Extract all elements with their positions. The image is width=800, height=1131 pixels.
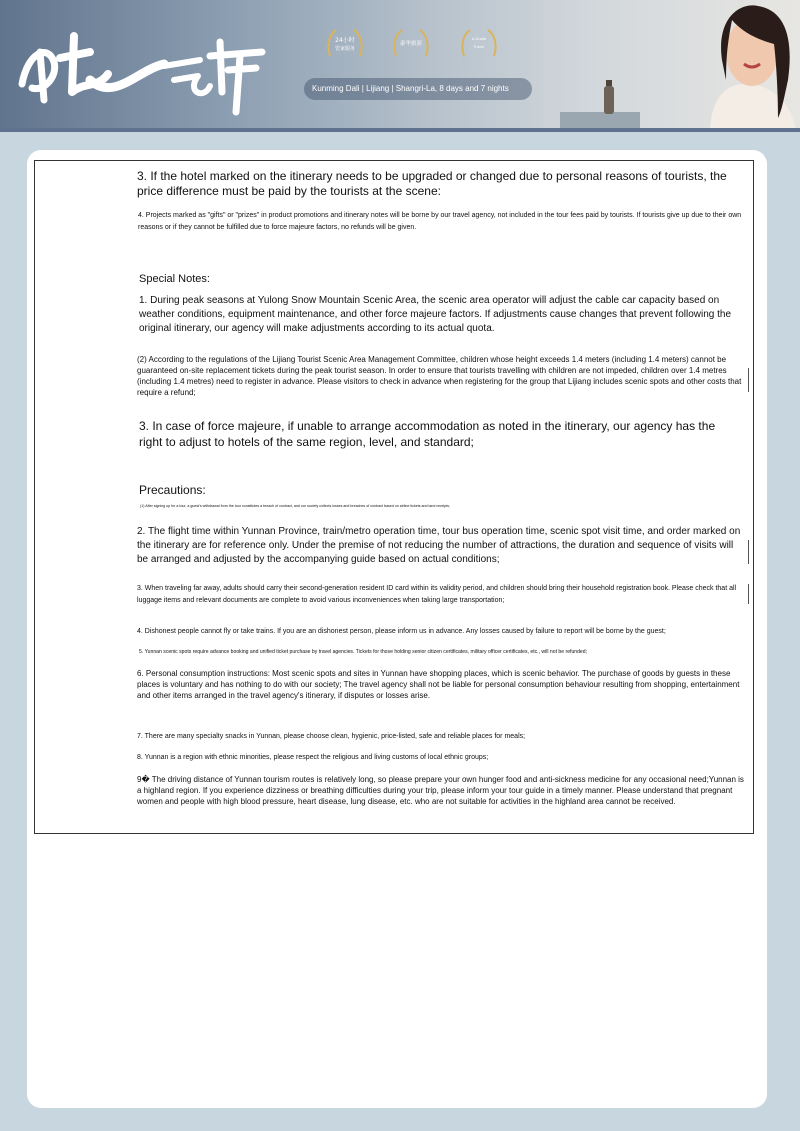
banner-caption: Kunming Dali | Lijiang | Shangri-La, 8 days and 7 nights bbox=[304, 78, 532, 100]
svg-text:24小时: 24小时 bbox=[335, 37, 355, 44]
boat-deck-image bbox=[560, 72, 640, 130]
column-bar bbox=[748, 368, 749, 392]
precaution-9: 9� The driving distance of Yunnan tourism routes is relatively long, so please prepare your own hunger food and anti-sickness medicine for any occasional need;Yunnan is a highland region. If you experience dizziness or breathing difficulties during your trip, please inform your tour guide in a timely manner. Please understand that pregnant women and people with high blood pressure, heart disease, lung disease, etc. who are not suitable for activities in the highland area cannot be received. bbox=[137, 775, 744, 806]
special-note-2: (2) According to the regulations of the Lijiang Tourist Scenic Area Management Committee, children whose height exceeds 1.4 meters (including 1.4 meters) cannot be guaranteed on-site replacement tickets during the peak tourist season. In order to ensure that tourists travelling with children are not impeded, children over 1.4 metres (including 1.4 metres) need to register in advance. Please visitors to check in advance when registering for the group that Lijiang includes scenic spots and other costs that require a refund; bbox=[137, 355, 742, 397]
column-bar bbox=[748, 540, 749, 564]
column-bar bbox=[748, 584, 749, 604]
precaution-6: 6. Personal consumption instructions: Most scenic spots and sites in Yunnan have shopping places, which is scenic behavior. The purchase of goods by guests in these places is voluntary and has nothing to do with our society; The travel agency shall not be liable for personal consumption behaviour resulting from shopping, entertainment and other items arranged in the travel agency's itinerary, if disputes or losses arise. bbox=[137, 669, 740, 700]
banner-divider bbox=[0, 128, 800, 132]
special-note-3: 3. In case of force majeure, if unable to arrange accommodation as noted in the itinerary, our agency has the right to adjust to hotels of the same region, level, and standard; bbox=[139, 419, 716, 449]
precaution-2: 2. The flight time within Yunnan Province, train/metro operation time, tour bus operation time, scenic spot visit time, and order marked on the itinerary are for reference only. Under the premise of not reducing the number of attractions, the duration and sequence of visits will be arranged and adjusted by the accompanying guide based on actual conditions; bbox=[137, 526, 741, 565]
precaution-1: (1) After signing up for a tour, a guest's withdrawal from the tour constitutes a breach of contract, and our society collects losses and breaches of contract based on airline tickets and land receipts; bbox=[140, 504, 450, 508]
gifts-note: 4. Projects marked as "gifts" or "prizes" in product promotions and itinerary notes will be borne by our travel agency, not included in the tour fees paid by tourists. If tourists give up due to their own reasons or if they cannot be fulfilled due to force majeure factors, no refunds will be given. bbox=[138, 212, 742, 231]
header-banner bbox=[0, 0, 800, 130]
svg-text:A-Grade: A-Grade bbox=[471, 37, 487, 41]
precaution-4: 4. Dishonest people cannot fly or take trains. If you are an dishonest person, please inform us in advance. Any losses caused by failure to report will be borne by the guest; bbox=[137, 628, 666, 635]
brand-logo-calligraphy bbox=[14, 22, 274, 122]
woman-portrait-image bbox=[660, 0, 800, 130]
badge-24h-service-icon bbox=[326, 28, 364, 60]
badge-row bbox=[326, 28, 526, 68]
precaution-7: 7. There are many specialty snacks in Yunnan, please choose clean, hygienic, price-listed, safe and reliable places for meals; bbox=[137, 733, 526, 740]
hotel-upgrade-note: 3. If the hotel marked on the itinerary needs to be upgraded or changed due to personal reasons of tourists, the price difference must be paid by the tourists at the scene: bbox=[137, 169, 727, 198]
special-note-1: 1. During peak seasons at Yulong Snow Mountain Scenic Area, the scenic area operator will adjust the cable car capacity based on weather conditions, equipment maintenance, and other force majeure factors. If adjustments cause changes that prevent following the original itinerary, our agency will make adjustments according to its actual quota. bbox=[139, 295, 732, 334]
svg-text:Travel: Travel bbox=[473, 45, 485, 49]
precaution-5: 5. Yunnan scenic spots require advance booking and unified ticket purchase by travel agencies. Tickets for those holding senior citizen certificates, military officer certificates, etc., will not be refunded; bbox=[139, 649, 588, 655]
precaution-3: 3. When traveling far away, adults should carry their second-generation resident ID card within its validity period, and children should bring their household registration book. Please check that all luggage items and relevant documents are complete to avoid various inconveniences when taking large transportation; bbox=[137, 585, 737, 604]
precaution-8: 8. Yunnan is a region with ethnic minorities, please respect the religious and living customs of local ethnic groups; bbox=[137, 754, 489, 761]
badge-grade-icon bbox=[460, 28, 498, 60]
svg-text:管家服务: 管家服务 bbox=[334, 46, 356, 52]
precautions-heading: Precautions: bbox=[139, 483, 206, 497]
badge-luxury-icon bbox=[392, 28, 430, 60]
svg-text:豪华旅游: 豪华旅游 bbox=[399, 41, 423, 47]
special-notes-heading: Special Notes: bbox=[139, 273, 210, 285]
